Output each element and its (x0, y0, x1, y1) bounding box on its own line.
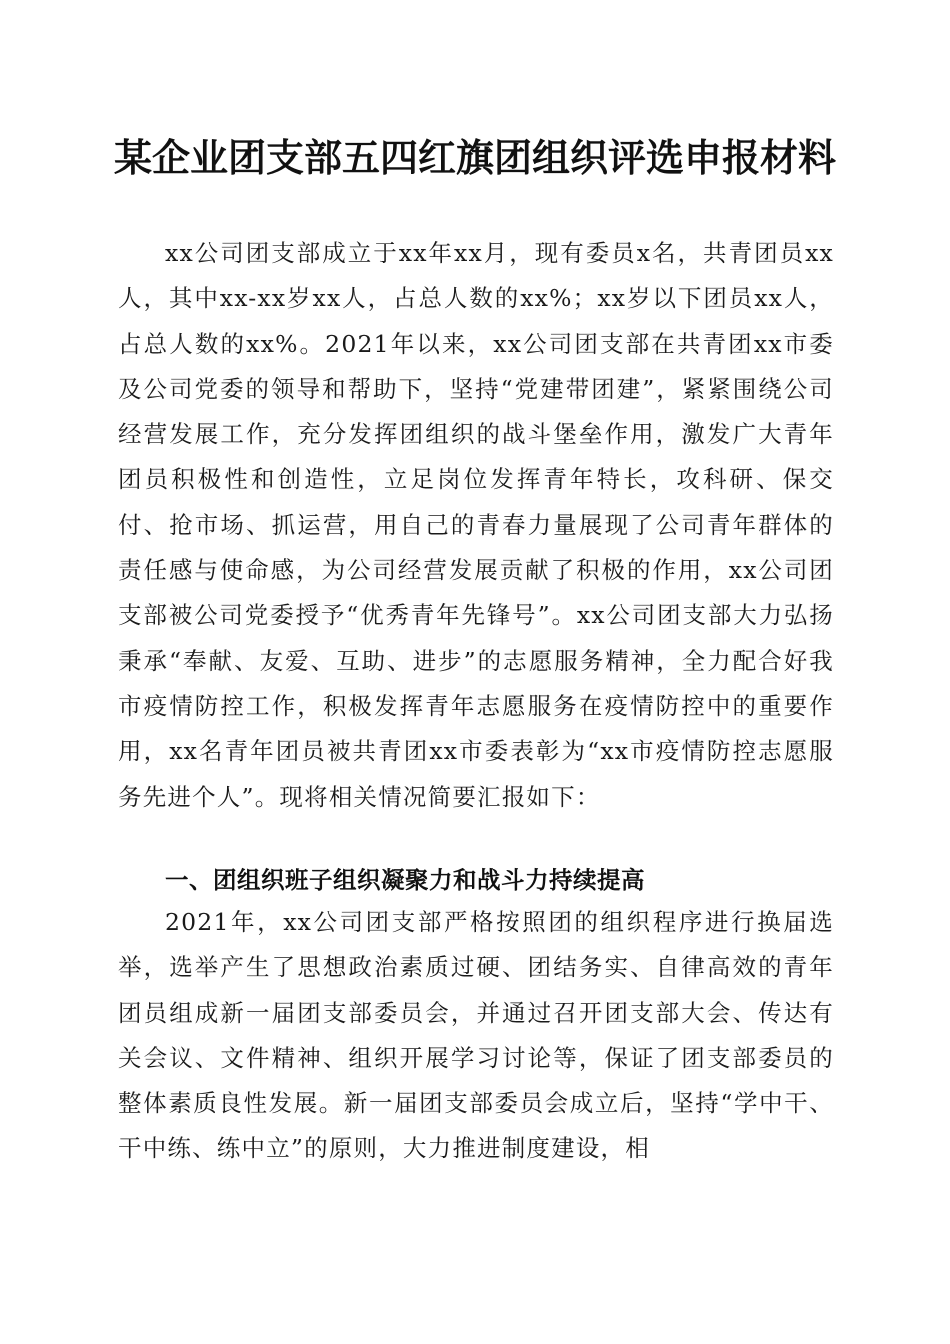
section-1-heading: 一、团组织班子组织凝聚力和战斗力持续提高 (165, 866, 645, 894)
section-1-paragraph: 2021年，xx公司团支部严格按照团的组织程序进行换届选举，选举产生了思想政治素质过硬、团结务实、自律高效的青年团员组成新一届团支部委员会，并通过召开团支部大会、传达有关会议、文件精神、组织开展学习讨论等，保证了团支部委员的整体素质良性发展。新一届团支部委员会成立后，坚持“学中干、干中练、练中立”的原则，大力推进制度建设，相 (118, 908, 834, 1163)
document-title: 某企业团支部五四红旗团组织评选申报材料 (113, 135, 836, 180)
intro-paragraph: xx公司团支部成立于xx年xx月，现有委员x名，共青团员xx人，其中xx-xx岁xx人，占总人数的xx%；xx岁以下团员xx人，占总人数的xx%。2021年以来，xx公司团支部在共青团xx市委及公司党委的领导和帮助下，坚持“党建带团建”，紧紧围绕公司经营发展工作，充分发挥团组织的战斗堡垒作用，激发广大青年团员积极性和创造性，立足岗位发挥青年特长，攻科研、保交付、抢市场、抓运营，用自己的青春力量展现了公司青年群体的责任感与使命感，为公司经营发展贡献了积极的作用，xx公司团支部被公司党委授予“优秀青年先锋号”。xx公司团支部大力弘扬秉承“奉献、友爱、互助、进步”的志愿服务精神，全力配合好我市疫情防控工作，积极发挥青年志愿服务在疫情防控中的重要作用，xx名青年团员被共青团xx市委表彰为“xx市疫情防控志愿服务先进个人”。现将相关情况简要汇报如下： (118, 239, 834, 811)
